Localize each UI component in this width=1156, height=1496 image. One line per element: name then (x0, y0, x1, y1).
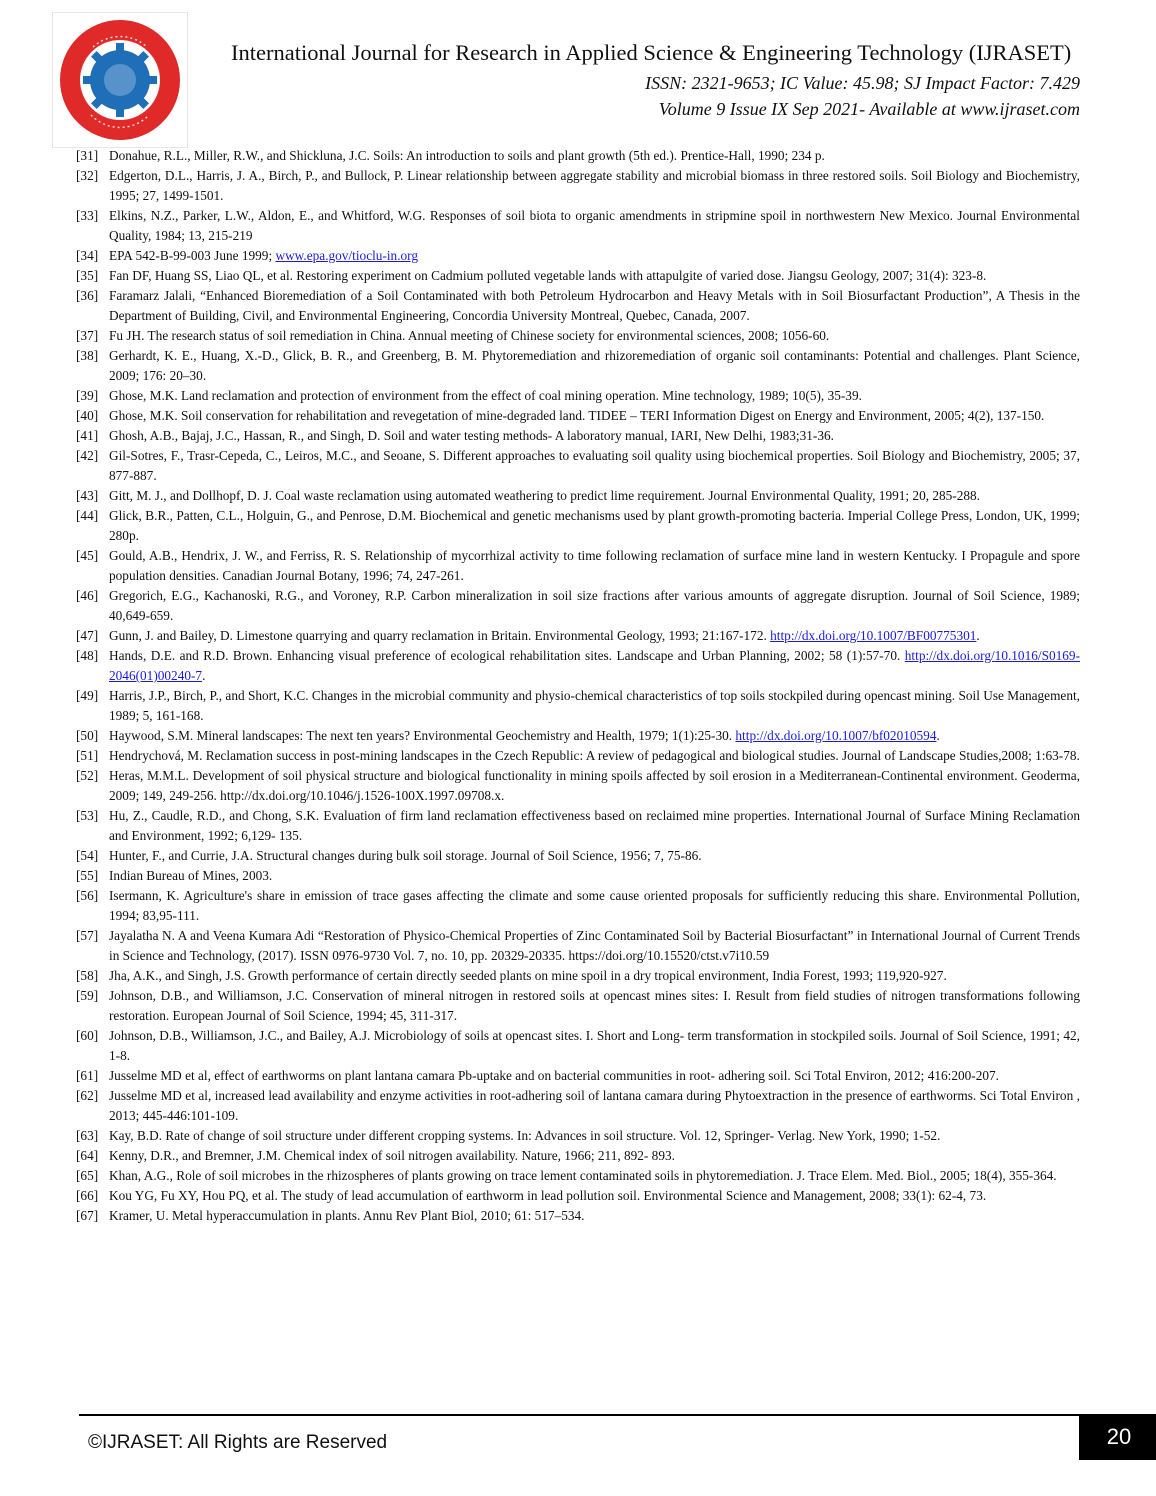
reference-number: [60] (76, 1028, 99, 1043)
reference-number: [57] (76, 928, 99, 943)
reference-number: [50] (76, 728, 99, 743)
reference-link[interactable]: http://dx.doi.org/10.1007/BF00775301 (770, 628, 977, 643)
reference-number: [34] (76, 248, 99, 263)
reference-item (72, 326, 1080, 346)
reference-item (72, 546, 1080, 586)
reference-item (72, 426, 1080, 446)
reference-citation: Kay, B.D. Rate of change of soil structure under different cropping systems. In: Advances in soil structure. Vol. 12, Springer- Verlag. New York, 1990; 1-52. (109, 1128, 941, 1143)
reference-text (109, 1026, 1080, 1066)
copyright-notice: ©IJRASET: All Rights are Reserved (88, 1432, 388, 1453)
reference-text (109, 386, 1080, 406)
reference-citation: Harris, J.P., Birch, P., and Short, K.C. Changes in the microbial community and physio-chemical characteristics of top soils stockpiled during opencast mining. Soil Use Management, 1989; 5, 161-168. (109, 688, 1080, 723)
reference-text (109, 926, 1080, 966)
reference-trailing-punctuation: . (202, 668, 206, 683)
reference-number: [31] (76, 148, 99, 163)
reference-item (72, 486, 1080, 506)
reference-item (72, 806, 1080, 846)
reference-text (109, 726, 1080, 746)
reference-text (109, 886, 1080, 926)
reference-number: [45] (76, 548, 99, 563)
reference-citation: Gerhardt, K. E., Huang, X.-D., Glick, B. R., and Greenberg, B. M. Phytoremediation and rhizoremediation of organic soil contaminants: Potential and challenges. Plant Science, 2009; 176: 20–30. (109, 348, 1080, 383)
journal-title: International Journal for Research in Applied Science & Engineering Technology (IJRASET) (231, 40, 1072, 65)
reference-citation: Gunn, J. and Bailey, D. Limestone quarrying and quarry reclamation in Britain. Environmental Geology, 1993; 21:167-172. (109, 628, 771, 643)
reference-citation: Gil-Sotres, F., Trasr-Cepeda, C., Leiros, M.C., and Seoane, S. Different approaches to evaluating soil quality using biochemical properties. Soil Biology and Biochemistry, 2005; 37, 877-887. (109, 448, 1080, 483)
reference-item (72, 1066, 1080, 1086)
reference-link[interactable]: http://dx.doi.org/10.1007/bf02010594 (735, 728, 937, 743)
reference-item (72, 266, 1080, 286)
reference-item (72, 846, 1080, 866)
issn-line: ISSN: 2321-9653; IC Value: 45.98; SJ Impact Factor: 7.429 (645, 73, 1080, 93)
reference-citation: Jha, A.K., and Singh, J.S. Growth performance of certain directly seeded plants on mine spoil in a dry tropical environment, India Forest, 1993; 119,920-927. (109, 968, 947, 983)
reference-number: [53] (76, 808, 99, 823)
reference-number: [51] (76, 748, 99, 763)
reference-citation: Johnson, D.B., Williamson, J.C., and Bailey, A.J. Microbiology of soils at opencast sites. I. Short and Long- term transformation in stockpiled soils. Journal of Soil Science, 1991; 42, 1-8. (109, 1028, 1080, 1063)
reference-text (109, 346, 1080, 386)
reference-item (72, 346, 1080, 386)
reference-number: [37] (76, 328, 99, 343)
reference-item (72, 926, 1080, 966)
reference-number: [44] (76, 508, 99, 523)
reference-citation: Ghose, M.K. Soil conservation for rehabilitation and revegetation of mine-degraded land. TIDEE – TERI Information Digest on Energy and Environment, 2005; 4(2), 137-150. (109, 408, 1045, 423)
reference-link[interactable]: http://dx.doi.org/10.1016/S0169-2046(01)00240-7 (109, 648, 1080, 683)
reference-number: [35] (76, 268, 99, 283)
reference-number: [67] (76, 1208, 99, 1223)
reference-text (109, 1086, 1080, 1126)
journal-logo (52, 12, 188, 148)
reference-number: [65] (76, 1168, 99, 1183)
reference-number: [46] (76, 588, 99, 603)
reference-text (109, 406, 1080, 426)
reference-number: [63] (76, 1128, 99, 1143)
reference-text (109, 806, 1080, 846)
reference-citation: Gregorich, E.G., Kachanoski, R.G., and Voroney, R.P. Carbon mineralization in soil size fractions after various amounts of aggregate disruption. Journal of Soil Science, 1989; 40,649-659. (109, 588, 1080, 623)
reference-number: [32] (76, 168, 99, 183)
reference-item (72, 206, 1080, 246)
reference-text (109, 966, 1080, 986)
reference-text (109, 266, 1080, 286)
reference-number: [43] (76, 488, 99, 503)
reference-citation: EPA 542-B-99-003 June 1999; (109, 248, 276, 263)
reference-item (72, 1186, 1080, 1206)
reference-text (109, 446, 1080, 486)
reference-number: [55] (76, 868, 99, 883)
reference-trailing-punctuation: . (976, 628, 980, 643)
reference-text (109, 1126, 1080, 1146)
reference-item (72, 506, 1080, 546)
reference-number: [62] (76, 1088, 99, 1103)
reference-item (72, 646, 1080, 686)
reference-text (109, 506, 1080, 546)
reference-citation: Jayalatha N. A and Veena Kumara Adi “Restoration of Physico-Chemical Properties of Zinc Contaminated Soil by Bacterial Biosurfactant” in International Journal of Current Trends in Science and Technology, (2017). ISSN 0976-9730 Vol. 7, no. 10, pp. 20329-20335. https://doi.org/10.15520/ctst.v7i10.59 (109, 928, 1080, 963)
reference-number: [33] (76, 208, 99, 223)
reference-citation: Gould, A.B., Hendrix, J. W., and Ferriss, R. S. Relationship of mycorrhizal activity to time following reclamation of surface mine land in western Kentucky. I Propagule and spore population densities. Canadian Journal Botany, 1996; 74, 247-261. (109, 548, 1080, 583)
reference-number: [59] (76, 988, 99, 1003)
reference-item (72, 146, 1080, 166)
reference-item (72, 1026, 1080, 1066)
reference-item (72, 746, 1080, 766)
reference-citation: Donahue, R.L., Miller, R.W., and Shickluna, J.C. Soils: An introduction to soils and plant growth (5th ed.). Prentice-Hall, 1990; 234 p. (109, 148, 825, 163)
reference-item (72, 866, 1080, 886)
reference-text (109, 646, 1080, 686)
reference-text (109, 586, 1080, 626)
reference-citation: Hunter, F., and Currie, J.A. Structural changes during bulk soil storage. Journal of Soil Science, 1956; 7, 75-86. (109, 848, 702, 863)
reference-number: [41] (76, 428, 99, 443)
reference-item (72, 966, 1080, 986)
reference-citation: Ghosh, A.B., Bajaj, J.C., Hassan, R., and Singh, D. Soil and water testing methods- A laboratory manual, IARI, New Delhi, 1983;31-36. (109, 428, 834, 443)
reference-text (109, 486, 1080, 506)
reference-number: [64] (76, 1148, 99, 1163)
footer-rule (79, 1414, 1081, 1416)
ijraset-logo-icon (53, 13, 187, 147)
reference-text (109, 546, 1080, 586)
volume-line: Volume 9 Issue IX Sep 2021- Available at www.ijraset.com (658, 99, 1080, 119)
reference-item (72, 406, 1080, 426)
reference-item (72, 246, 1080, 266)
reference-text (109, 166, 1080, 206)
reference-item (72, 446, 1080, 486)
reference-number: [54] (76, 848, 99, 863)
reference-number: [38] (76, 348, 99, 363)
reference-text (109, 1206, 1080, 1226)
reference-item (72, 766, 1080, 806)
reference-text (109, 846, 1080, 866)
reference-citation: Fan DF, Huang SS, Liao QL, et al. Restoring experiment on Cadmium polluted vegetable lands with attapulgite of varied dose. Jiangsu Geology, 2007; 31(4): 323-8. (109, 268, 987, 283)
reference-item (72, 986, 1080, 1026)
reference-number: [56] (76, 888, 99, 903)
reference-citation: Hands, D.E. and R.D. Brown. Enhancing visual preference of ecological rehabilitation sites. Landscape and Urban Planning, 2002; 58 (1):57-70. (109, 648, 905, 663)
page-number: 20 (1079, 1414, 1156, 1460)
reference-citation: Edgerton, D.L., Harris, J. A., Birch, P., and Bullock, P. Linear relationship between aggregate stability and microbial biomass in three restored soils. Soil Biology and Biochemistry, 1995; 27, 1499-1501. (109, 168, 1080, 203)
reference-citation: Elkins, N.Z., Parker, L.W., Aldon, E., and Whitford, W.G. Responses of soil biota to organic amendments in stripmine spoil in northwestern New Mexico. Journal Environmental Quality, 1984; 13, 215-219 (109, 208, 1080, 243)
reference-citation: Haywood, S.M. Mineral landscapes: The next ten years? Environmental Geochemistry and Health, 1979; 1(1):25-30. (109, 728, 736, 743)
reference-text (109, 1066, 1080, 1086)
reference-item (72, 686, 1080, 726)
reference-item (72, 286, 1080, 326)
reference-item (72, 386, 1080, 406)
reference-citation: Khan, A.G., Role of soil microbes in the rhizospheres of plants growing on trace lement contaminated soils in phytoremediation. J. Trace Elem. Med. Biol., 2005; 18(4), 355-364. (109, 1168, 1057, 1183)
reference-text (109, 326, 1080, 346)
reference-number: [66] (76, 1188, 99, 1203)
reference-citation: Ghose, M.K. Land reclamation and protection of environment from the effect of coal mining operation. Mine technology, 1989; 10(5), 35-39. (109, 388, 862, 403)
reference-number: [49] (76, 688, 99, 703)
reference-trailing-punctuation: . (936, 728, 940, 743)
reference-item (72, 726, 1080, 746)
reference-text (109, 866, 1080, 886)
reference-citation: Johnson, D.B., and Williamson, J.C. Conservation of mineral nitrogen in restored soils at opencast mines sites: I. Result from field studies of nitrogen transformations following restoration. European Journal of Soil Science, 1994; 45, 311-317. (109, 988, 1080, 1023)
reference-number: [47] (76, 628, 99, 643)
journal-meta (645, 70, 1080, 122)
reference-citation: Heras, M.M.L. Development of soil physical structure and biological functionality in mining spoils affected by soil erosion in a Mediterranean-Continental environment. Geoderma, 2009; 149, 249-256. http://dx.doi.org/10.1046/j.1526-100X.1997.09708.x. (109, 768, 1080, 803)
reference-text (109, 986, 1080, 1026)
reference-item (72, 626, 1080, 646)
reference-citation: Indian Bureau of Mines, 2003. (109, 868, 273, 883)
reference-text (109, 246, 1080, 266)
reference-citation: Jusselme MD et al, increased lead availability and enzyme activities in root-adhering soil of lantana camara during Phytoextraction in the presence of earthworms. Sci Total Environ , 2013; 445-446:101-109. (109, 1088, 1080, 1123)
reference-citation: Hu, Z., Caudle, R.D., and Chong, S.K. Evaluation of firm land reclamation effectiveness based on reclaimed mine properties. International Journal of Surface Mining Reclamation and Environment, 1992; 6,129- 135. (109, 808, 1080, 843)
reference-citation: Isermann, K. Agriculture's share in emission of trace gases affecting the climate and some cause oriented proposals for sufficiently reducing this share. Environmental Pollution, 1994; 83,95-111. (109, 888, 1080, 923)
reference-number: [58] (76, 968, 99, 983)
reference-text (109, 766, 1080, 806)
reference-citation: Kramer, U. Metal hyperaccumulation in plants. Annu Rev Plant Biol, 2010; 61: 517–534. (109, 1208, 585, 1223)
reference-item (72, 1126, 1080, 1146)
reference-number: [40] (76, 408, 99, 423)
reference-number: [61] (76, 1068, 99, 1083)
reference-number: [48] (76, 648, 99, 663)
reference-number: [39] (76, 388, 99, 403)
reference-text (109, 686, 1080, 726)
reference-item (72, 1086, 1080, 1126)
reference-citation: Kou YG, Fu XY, Hou PQ, et al. The study of lead accumulation of earthworm in lead pollution soil. Environmental Science and Management, 2008; 33(1): 62-4, 73. (109, 1188, 987, 1203)
reference-citation: Fu JH. The research status of soil remediation in China. Annual meeting of Chinese society for environmental sciences, 2008; 1056-60. (109, 328, 830, 343)
reference-item (72, 166, 1080, 206)
reference-text (109, 626, 1080, 646)
reference-text (109, 286, 1080, 326)
reference-citation: Hendrychová, M. Reclamation success in post-mining landscapes in the Czech Republic: A review of pedagogical and biological studies. Journal of Landscape Studies,2008; 1:63-78. (109, 748, 1080, 763)
reference-list (72, 146, 1080, 1226)
reference-text (109, 746, 1080, 766)
reference-item (72, 1206, 1080, 1226)
reference-citation: Glick, B.R., Patten, C.L., Holguin, G., and Penrose, D.M. Biochemical and genetic mechanisms used by plant growth-promoting bacteria. Imperial College Press, London, UK, 1999; 280p. (109, 508, 1080, 543)
reference-citation: Gitt, M. J., and Dollhopf, D. J. Coal waste reclamation using automated weathering to predict lime requirement. Journal Environmental Quality, 1991; 20, 285-288. (109, 488, 981, 503)
reference-item (72, 886, 1080, 926)
reference-text (109, 146, 1080, 166)
reference-text (109, 1146, 1080, 1166)
reference-item (72, 1166, 1080, 1186)
reference-link[interactable]: www.epa.gov/tioclu-in.org (275, 248, 419, 263)
reference-item (72, 1146, 1080, 1166)
reference-text (109, 426, 1080, 446)
reference-citation: Jusselme MD et al, effect of earthworms on plant lantana camara Pb-uptake and on bacterial communities in root- adhering soil. Sci Total Environ, 2012; 416:200-207. (109, 1068, 999, 1083)
reference-citation: Faramarz Jalali, “Enhanced Bioremediation of a Soil Contaminated with both Petroleum Hydrocarbon and Heavy Metals with in Soil Biosurfactant Production”, A Thesis in the Department of Building, Civil, and Environmental Engineering, Concordia University Montreal, Quebec, Canada, 2007. (109, 288, 1080, 323)
reference-number: [36] (76, 288, 99, 303)
reference-text (109, 206, 1080, 246)
reference-number: [52] (76, 768, 99, 783)
reference-item (72, 586, 1080, 626)
reference-text (109, 1186, 1080, 1206)
reference-number: [42] (76, 448, 99, 463)
reference-citation: Kenny, D.R., and Bremner, J.M. Chemical index of soil nitrogen availability. Nature, 1966; 211, 892- 893. (109, 1148, 675, 1163)
reference-text (109, 1166, 1080, 1186)
